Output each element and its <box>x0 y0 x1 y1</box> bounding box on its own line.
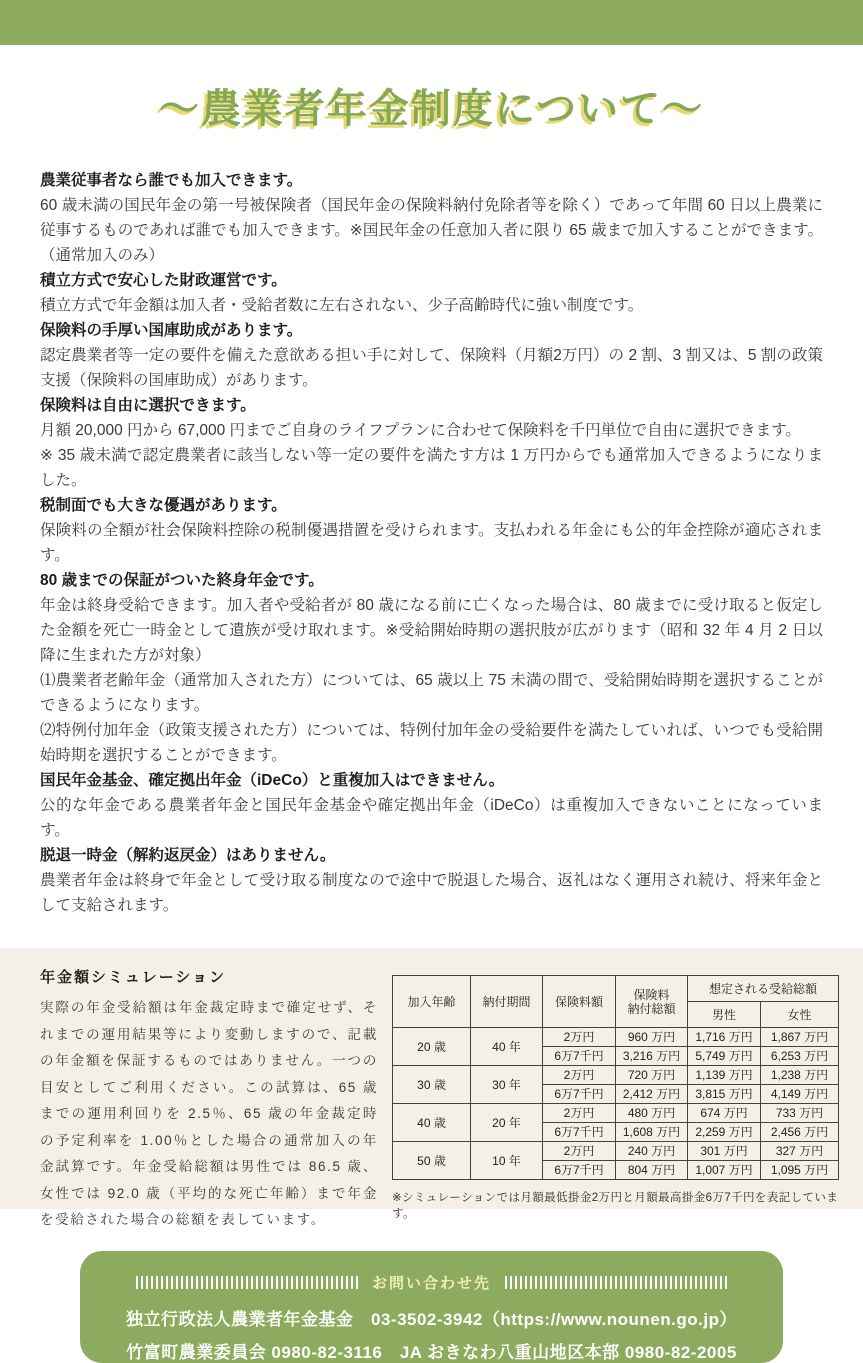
section-paragraph: 公的な年金である農業者年金と国民年金基金や確定拠出年金（iDeCo）は重複加入できないことになっています。 <box>40 797 823 839</box>
section-paragraph: 年金は終身受給できます。加入者や受給者が 80 歳になる前に亡くなった場合は、80 歳までに受け取ると仮定した金額を死亡一時金として遺族が受け取れます。※受給開始時期の選択肢が広がります（昭和 32 年 4 月 2 日以降に生まれた方が対象） <box>40 597 823 664</box>
cell-male: 1,139 万円 <box>688 1066 761 1085</box>
contact-header <box>80 1272 783 1293</box>
simulation-body: 実際の年金受給額は年金裁定時まで確定せず、それまでの運用結果等により変動しますので、記載の年金額を保証するものではありません。一つの目安としてご利用ください。この試算は、65 歳までの運用利回りを 2.5％、65 歳の年金裁定時の予定利率を 1.00％とした場合の通常加入の年金試算です。年金受給総額は男性では 86.5 歳、女性では 92.0 歳（平均的な死亡年齢）まで年金を受給された場合の総額を表しています。 <box>40 1000 378 1227</box>
cell-male: 1,716 万円 <box>688 1028 761 1047</box>
cell-male: 5,749 万円 <box>688 1047 761 1066</box>
section-heading: 国民年金基金、確定拠出年金（iDeCo）と重複加入はできません。 <box>40 772 505 789</box>
cell-age: 50 歳 <box>393 1142 471 1180</box>
contact-line-local: 竹富町農業委員会 0980-82-3116 JA おきなわ八重山地区本部 0980-82-2005 <box>126 1343 737 1362</box>
cell-female: 1,238 万円 <box>761 1066 839 1085</box>
simulation-table-area <box>392 966 839 1220</box>
cell-period: 40 年 <box>471 1028 543 1066</box>
page-title: 〜農業者年金制度について〜 <box>158 87 705 131</box>
cell-male: 2,259 万円 <box>688 1123 761 1142</box>
cell-premium: 6万7千円 <box>543 1047 616 1066</box>
cell-premium: 2万円 <box>543 1066 616 1085</box>
cell-total: 2,412 万円 <box>616 1085 688 1104</box>
top-green-bar <box>0 0 863 45</box>
table-row <box>393 1028 839 1047</box>
cell-female: 327 万円 <box>761 1142 839 1161</box>
cell-period: 20 年 <box>471 1104 543 1142</box>
cell-total: 240 万円 <box>616 1142 688 1161</box>
cell-female: 1,095 万円 <box>761 1161 839 1180</box>
cell-male: 301 万円 <box>688 1142 761 1161</box>
section-heading: 積立方式で安心した財政運営です。 <box>40 272 287 289</box>
contact-label: お問い合わせ先 <box>371 1275 491 1292</box>
simulation-footnote: ※シミュレーションでは月額最低掛金2万円と月額最高掛金6万7千円を表記しています。 <box>392 1192 839 1220</box>
cell-period: 30 年 <box>471 1066 543 1104</box>
table-row <box>393 1066 839 1085</box>
section-heading: 保険料は自由に選択できます。 <box>40 397 256 414</box>
section-paragraph: ※ 35 歳未満で認定農業者に該当しない等一定の要件を満たす方は 1 万円からでも通常加入できるようになりました。 <box>40 447 823 489</box>
contact-line-fund: 独立行政法人農業者年金基金 03-3502-3942（https://www.nounen.go.jp） <box>126 1310 737 1329</box>
cell-premium: 6万7千円 <box>543 1085 616 1104</box>
cell-female: 2,456 万円 <box>761 1123 839 1142</box>
table-row <box>393 1104 839 1123</box>
section-paragraph: 60 歳未満の国民年金の第一号被保険者（国民年金の保険料納付免除者等を除く）であって年間 60 日以上農業に従事するものであれば誰でも加入できます。※国民年金の任意加入者に限り 65 歳まで加入することができます。（通常加入のみ） <box>40 197 823 264</box>
cell-female: 733 万円 <box>761 1104 839 1123</box>
cell-female: 6,253 万円 <box>761 1047 839 1066</box>
cell-male: 1,007 万円 <box>688 1161 761 1180</box>
cell-total: 960 万円 <box>616 1028 688 1047</box>
cell-total: 720 万円 <box>616 1066 688 1085</box>
section-heading: 80 歳までの保証がついた終身年金です。 <box>40 572 324 589</box>
hatch-stripes-icon <box>505 1276 727 1289</box>
cell-total: 1,608 万円 <box>616 1123 688 1142</box>
col-header-premium-total: 保険料 納付総額 <box>616 976 688 1028</box>
section-heading: 保険料の手厚い国庫助成があります。 <box>40 322 303 339</box>
simulation-description <box>40 966 378 1227</box>
col-header-female: 女性 <box>761 1002 839 1028</box>
col-header-male: 男性 <box>688 1002 761 1028</box>
section-paragraph: ⑵特例付加年金（政策支援された方）については、特例付加年金の受給要件を満たしていれば、いつでも受給開始時期を選択することができます。 <box>40 722 823 764</box>
section-heading: 脱退一時金（解約返戻金）はありません。 <box>40 847 336 864</box>
hatch-stripes-icon <box>136 1276 358 1289</box>
cell-total: 480 万円 <box>616 1104 688 1123</box>
cell-age: 40 歳 <box>393 1104 471 1142</box>
cell-period: 10 年 <box>471 1142 543 1180</box>
contact-box <box>80 1251 783 1363</box>
cell-age: 30 歳 <box>393 1066 471 1104</box>
simulation-band <box>0 948 863 1227</box>
cell-premium: 6万7千円 <box>543 1123 616 1142</box>
benefit-sections <box>40 168 823 918</box>
section-paragraph: 農業者年金は終身で年金として受け取る制度なので途中で脱退した場合、返礼はなく運用され続け、将来年金として支給されます。 <box>40 872 823 914</box>
section-heading: 農業従事者なら誰でも加入できます。 <box>40 172 303 189</box>
cell-total: 804 万円 <box>616 1161 688 1180</box>
simulation-heading: 年金額シミュレーション <box>40 969 227 986</box>
section-paragraph: 積立方式で年金額は加入者・受給者数に左右されない、少子高齢時代に強い制度です。 <box>40 297 644 314</box>
cell-premium: 2万円 <box>543 1028 616 1047</box>
cell-premium: 6万7千円 <box>543 1161 616 1180</box>
col-header-age: 加入年齢 <box>393 976 471 1028</box>
section-paragraph: 月額 20,000 円から 67,000 円までご自身のライフプランに合わせて保険料を千円単位で自由に選択できます。 <box>40 422 801 439</box>
section-paragraph: 認定農業者等一定の要件を備えた意欲ある担い手に対して、保険料（月額2万円）の 2 割、3 割又は、5 割の政策支援（保険料の国庫助成）があります。 <box>40 347 823 389</box>
cell-total: 3,216 万円 <box>616 1047 688 1066</box>
section-heading: 税制面でも大きな優遇があります。 <box>40 497 287 514</box>
cell-male: 674 万円 <box>688 1104 761 1123</box>
col-header-premium: 保険料額 <box>543 976 616 1028</box>
simulation-table <box>392 975 839 1180</box>
section-paragraph: 保険料の全額が社会保険料控除の税制優遇措置を受けられます。支払われる年金にも公的年金控除が適応されます。 <box>40 522 823 564</box>
cell-age: 20 歳 <box>393 1028 471 1066</box>
cell-female: 4,149 万円 <box>761 1085 839 1104</box>
col-header-expected-total: 想定される受給総額 <box>688 976 839 1002</box>
table-row <box>393 1142 839 1161</box>
cell-premium: 2万円 <box>543 1142 616 1161</box>
cell-male: 3,815 万円 <box>688 1085 761 1104</box>
section-paragraph: ⑴農業者老齢年金（通常加入された方）については、65 歳以上 75 未満の間で、受給開始時期を選択することができるようになります。 <box>40 672 823 714</box>
col-header-period: 納付期間 <box>471 976 543 1028</box>
cell-female: 1,867 万円 <box>761 1028 839 1047</box>
cell-premium: 2万円 <box>543 1104 616 1123</box>
